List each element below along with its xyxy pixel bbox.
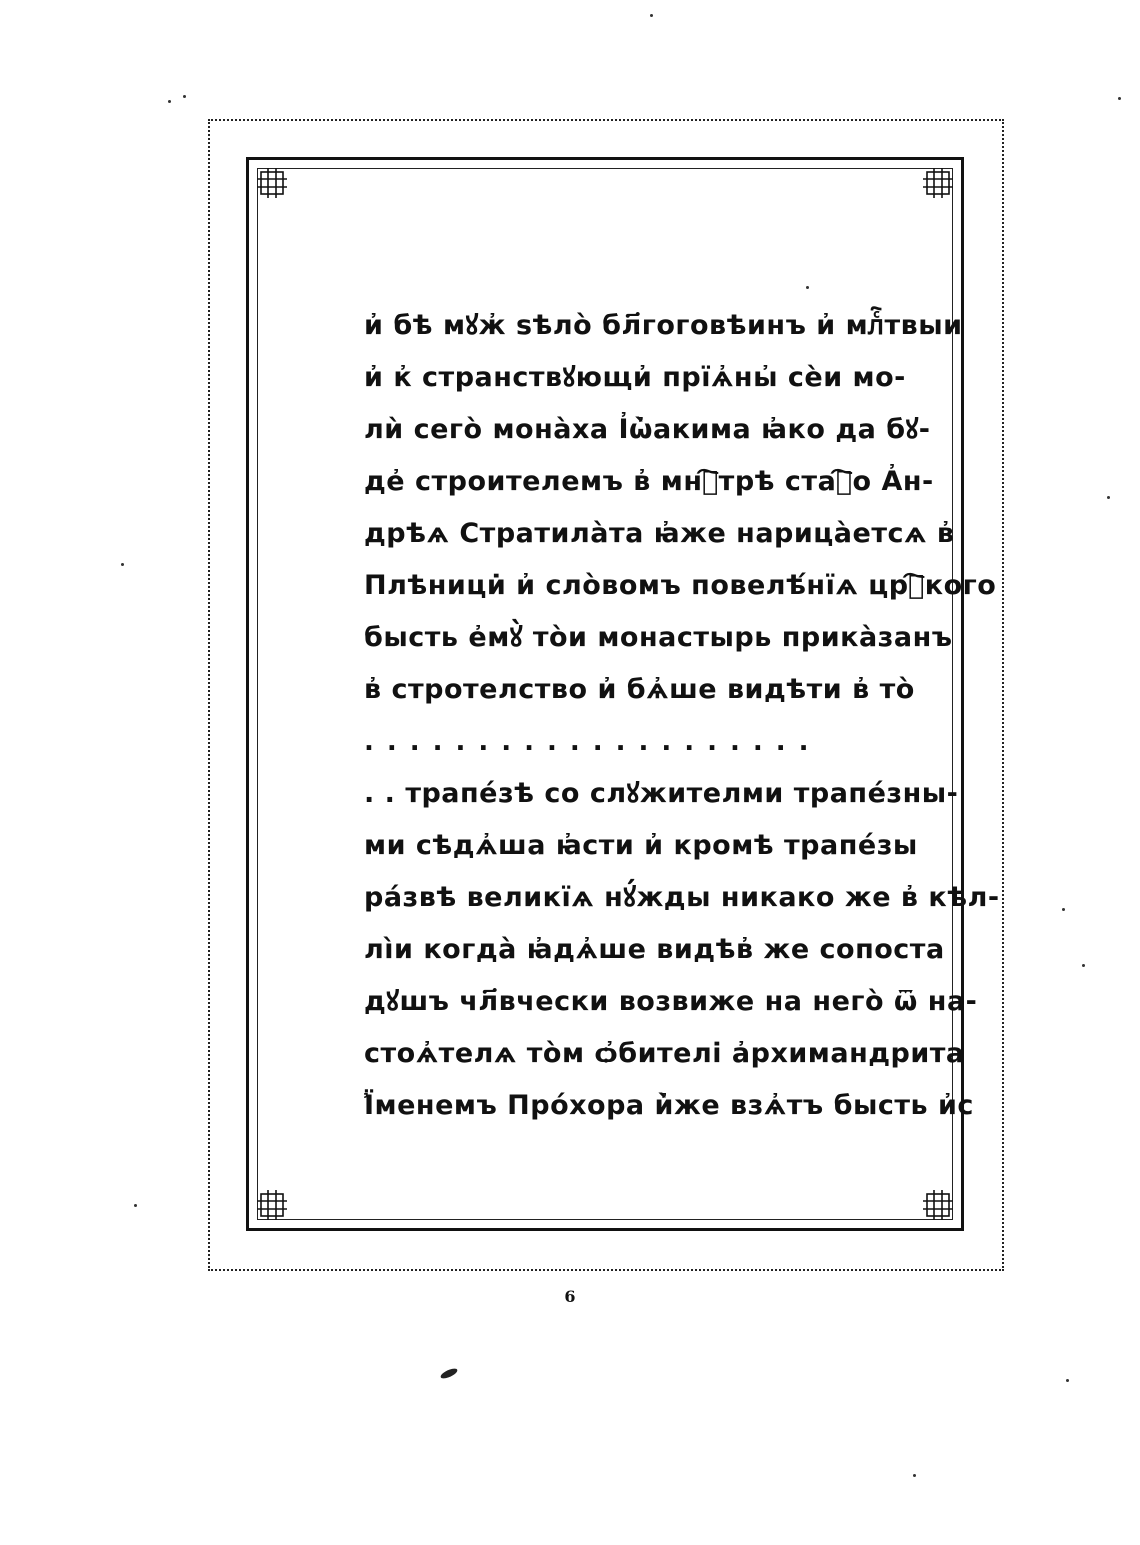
text-line: стоѧ҆телѧ то̀м ѻ҆бителі а҆рхимандрита xyxy=(364,1038,965,1069)
ink-smudge xyxy=(439,1367,458,1380)
text-line: лѝ сего̀ мона̀ха І҆ѡ҆̀акима ꙗ҆ко да бꙋ- xyxy=(364,414,931,445)
scan-speck xyxy=(168,100,171,103)
scan-speck xyxy=(121,563,124,566)
text-line: . . трапе́зѣ со слꙋжителми трапе́зны- xyxy=(364,778,959,809)
scan-speck xyxy=(1118,97,1121,100)
body-text xyxy=(364,300,1000,1132)
text-line: и҆ к҆ странствꙋющи҆ прїѧ҆ны҆ сѐи мо- xyxy=(364,362,906,393)
scan-speck xyxy=(1062,908,1065,911)
text-line: Плѣници̇ и҆ сло̀вомъ повелѣ́нїѧ црⷭ҇кого xyxy=(364,570,997,601)
text-line: ми сѣдѧ҆ша ꙗ҆сти и҆ кромѣ трапе́зы xyxy=(364,830,918,861)
text-line: ра́звѣ великїѧ нꙋ́жды никако же в҆ кѣл- xyxy=(364,882,1000,913)
scan-speck xyxy=(1082,964,1085,967)
text-line: лі̀и когда̀ ꙗ҆дѧ҆ше видѣв҆ же сопоста xyxy=(364,934,945,965)
scan-speck xyxy=(1107,496,1110,499)
text-line: бысть е҆мꙋ̀ то̀и монастырь прика̀занъ xyxy=(364,622,953,653)
scan-speck xyxy=(913,1474,916,1477)
page-number: 6 xyxy=(564,1287,576,1306)
scan-speck xyxy=(1066,1379,1069,1382)
omission-dots: .................... xyxy=(364,727,822,757)
scan-speck xyxy=(134,1204,137,1207)
text-line: в҆ стротелство и҆ бѧ҆ше видѣти в҆ то̀ xyxy=(364,674,915,705)
corner-ornament-icon xyxy=(921,166,955,200)
text-line: дрѣѧ Стратила̀та ꙗ҆же нарица̀етсѧ в҆ xyxy=(364,518,955,549)
text-line: и҆ бѣ мꙋж҆ ѕѣло̀ бл҃гоговѣинъ и҆ млⷭ҇твыи xyxy=(364,310,963,341)
scan-speck xyxy=(183,95,186,98)
corner-ornament-icon xyxy=(921,1188,955,1222)
text-line: дꙋшъ чл҃вчески возвиже на него̀ ѿ на- xyxy=(364,986,978,1017)
corner-ornament-icon xyxy=(255,166,289,200)
text-line: де҆ строителемъ в҆ мнⷭ҇трѣ стаⷢ҇о А҆н- xyxy=(364,466,934,497)
scan-speck xyxy=(806,286,809,289)
corner-ornament-icon xyxy=(255,1188,289,1222)
text-line: Ї҆менемъ Про́хора и҆̀же взѧ҆тъ бысть и҆с xyxy=(364,1090,974,1121)
scan-speck xyxy=(650,14,653,17)
